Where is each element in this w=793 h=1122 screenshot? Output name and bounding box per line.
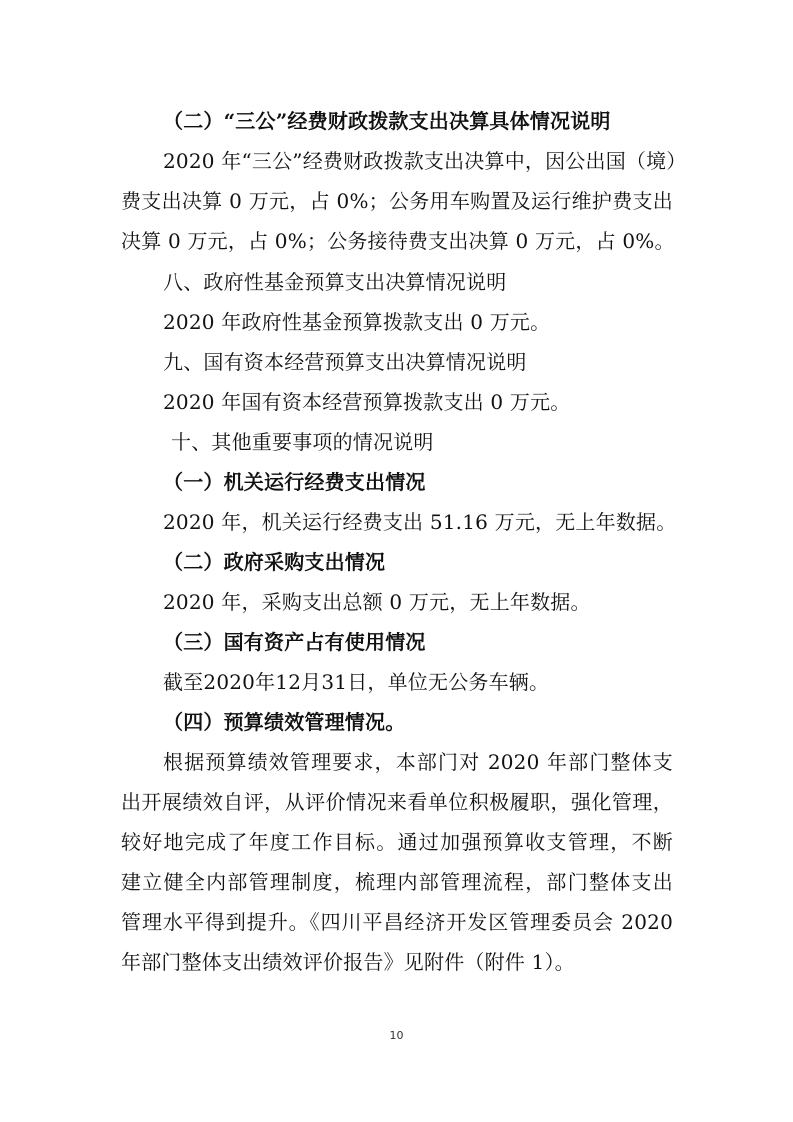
sub-4-paragraph-line-1: 根据预算绩效管理要求，本部门对 2020 年部门整体支 (163, 750, 673, 774)
sub-4-heading: （四）预算绩效管理情况。 (163, 710, 406, 734)
section-three-public-heading: （二）“三公”经费财政拨款支出决算具体情况说明 (163, 109, 611, 133)
sub-1-heading: （一）机关运行经费支出情况 (163, 470, 426, 494)
sub-3-heading: （三）国有资产占有使用情况 (163, 630, 426, 654)
three-public-paragraph-line-2: 费支出决算 0 万元，占 0%；公务用车购置及运行维护费支出 (121, 189, 673, 213)
sub-2-heading: （二）政府采购支出情况 (163, 550, 386, 574)
sub-4-paragraph-line-3: 较好地完成了年度工作目标。通过加强预算收支管理，不断 (121, 830, 673, 854)
sub-1-paragraph: 2020 年，机关运行经费支出 51.16 万元，无上年数据。 (163, 510, 677, 534)
section-9-heading: 九、国有资本经营预算支出决算情况说明 (163, 350, 527, 374)
sub-4-paragraph-line-2: 出开展绩效自评，从评价情况来看单位积极履职，强化管理， (121, 790, 673, 814)
three-public-paragraph-line-1: 2020 年“三公”经费财政拨款支出决算中，因公出国（境） (163, 149, 687, 173)
section-10-heading: 十、其他重要事项的情况说明 (171, 430, 434, 454)
sub-3-paragraph: 截至2020年12月31日，单位无公务车辆。 (163, 670, 550, 694)
sub-2-paragraph: 2020 年，采购支出总额 0 万元，无上年数据。 (163, 590, 591, 614)
sub-4-paragraph-line-6: 年部门整体支出绩效评价报告》见附件（附件 1）。 (121, 950, 575, 974)
three-public-paragraph-line-3: 决算 0 万元，占 0%；公务接待费支出决算 0 万元，占 0%。 (121, 229, 675, 253)
section-9-paragraph: 2020 年国有资本经营预算拨款支出 0 万元。 (163, 390, 571, 414)
page-number: 10 (389, 1029, 404, 1042)
sub-4-paragraph-line-5: 管理水平得到提升。《四川平昌经济开发区管理委员会 2020 (121, 910, 673, 934)
section-8-paragraph: 2020 年政府性基金预算拨款支出 0 万元。 (163, 310, 551, 334)
sub-4-paragraph-line-4: 建立健全内部管理制度，梳理内部管理流程，部门整体支出 (121, 870, 673, 894)
section-8-heading: 八、政府性基金预算支出决算情况说明 (163, 270, 507, 294)
